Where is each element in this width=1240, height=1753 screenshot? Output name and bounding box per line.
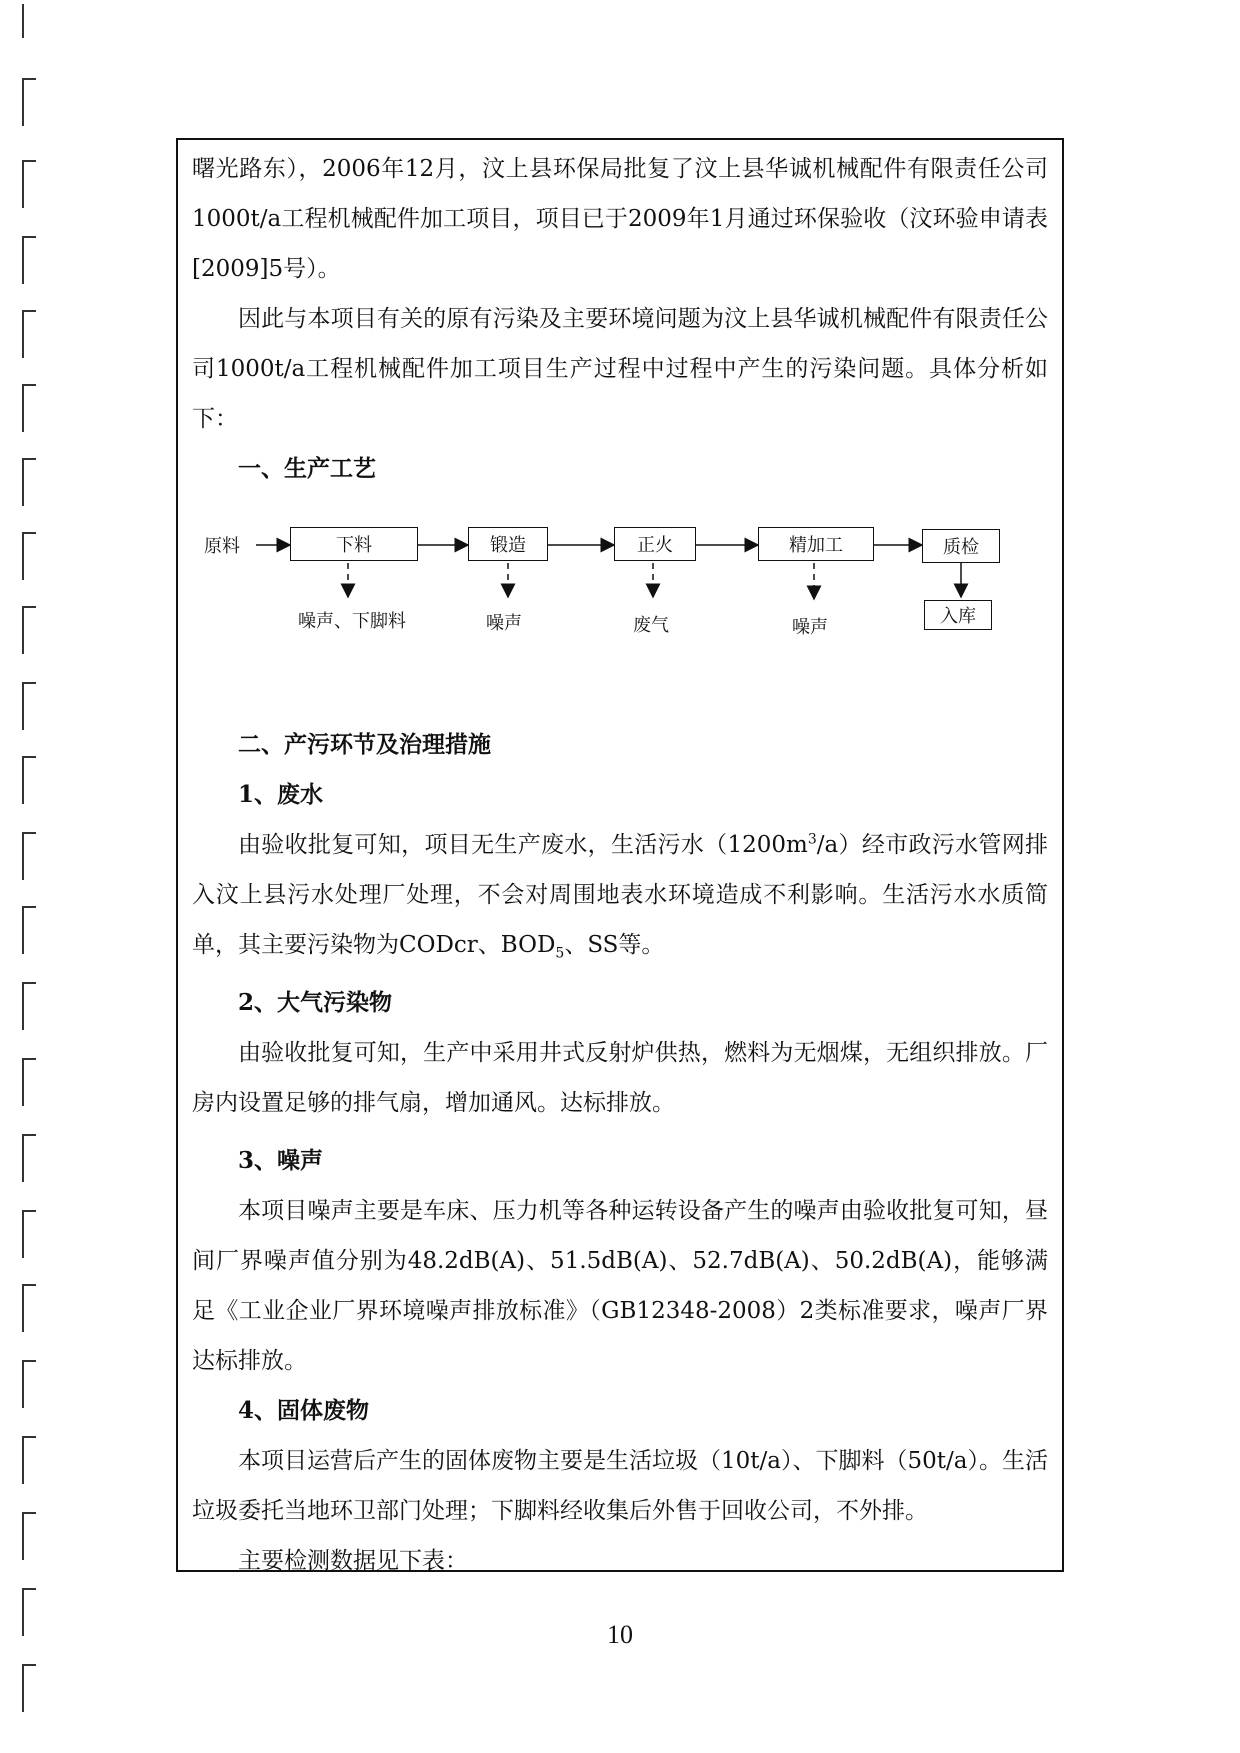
binding-mark [22, 756, 36, 804]
paragraph-wastewater [192, 820, 1048, 970]
paragraph-air: 由验收批复可知，生产中采用井式反射炉供热，燃料为无烟煤，无组织排放。厂房内设置足够的排气扇，增加通风。达标排放。 [192, 1040, 1048, 1116]
subheading-noise: 3、噪声 [238, 1147, 324, 1174]
subheading-solid-waste: 4、固体废物 [238, 1397, 370, 1424]
binding-mark [22, 310, 36, 358]
paragraph-noise: 本项目噪声主要是车床、压力机等各种运转设备产生的噪声由验收批复可知，昼间厂界噪声值分别为48.2dB(A)、51.5dB(A)、52.7dB(A)、50.2dB(A)，能够满足《工业企业厂界环境噪声排放标准》（GB12348-2008）2类标准要求，噪声厂界达标排放。 [192, 1198, 1048, 1374]
flow-step-finishing: 精加工 [758, 527, 874, 561]
body-text [192, 144, 1048, 1586]
binding-mark [22, 906, 36, 954]
binding-mark [22, 78, 36, 126]
flow-output-storage: 入库 [924, 600, 992, 630]
flow-output-forging: 噪声 [486, 613, 522, 634]
wastewater-text-c: 、SS等。 [564, 932, 665, 958]
wastewater-text-b: /a）经市政污水管网排入汶上县污水处理厂处理，不会对周围地表水环境造成不利影响。生活污水水质简单，其主要污染物为CODcr、BOD [192, 832, 1049, 958]
binding-mark [22, 1058, 36, 1106]
binding-mark [22, 1512, 36, 1560]
flow-step-forging: 锻造 [468, 527, 548, 561]
flow-output-normalizing: 废气 [633, 615, 669, 636]
binding-mark [22, 160, 36, 208]
wastewater-text-a: 由验收批复可知，项目无生产废水，生活污水（1200m [238, 832, 808, 858]
flow-input-label: 原料 [204, 536, 240, 557]
superscript-3: 3 [807, 831, 817, 848]
flow-step-cutting: 下料 [290, 527, 418, 561]
flow-output-finishing: 噪声 [792, 617, 828, 638]
flow-output-cutting: 噪声、下脚料 [298, 611, 406, 632]
flow-step-normalizing: 正火 [614, 527, 696, 561]
paragraph-2: 因此与本项目有关的原有污染及主要环境问题为汶上县华诚机械配件有限责任公司1000t/a工程机械配件加工项目生产过程中过程中产生的污染问题。具体分析如下： [192, 306, 1048, 432]
binding-mark [22, 832, 36, 880]
paragraph-solid-waste: 本项目运营后产生的固体废物主要是生活垃圾（10t/a）、下脚料（50t/a）。生活垃圾委托当地环卫部门处理；下脚料经收集后外售于回收公司，不外排。 [192, 1448, 1048, 1524]
binding-mark [22, 236, 36, 284]
binding-mark [22, 1134, 36, 1182]
section-heading-pollution: 二、产污环节及治理措施 [238, 731, 491, 758]
binding-mark [22, 1664, 36, 1712]
paragraph-data-intro: 主要检测数据见下表： [238, 1548, 468, 1574]
binding-mark [22, 682, 36, 730]
subheading-wastewater: 1、废水 [238, 781, 324, 808]
subheading-air: 2、大气污染物 [238, 989, 393, 1016]
section-heading-process: 一、生产工艺 [238, 455, 376, 482]
binding-mark [22, 606, 36, 654]
binding-mark [22, 982, 36, 1030]
binding-mark [22, 1436, 36, 1484]
binding-mark [22, 1360, 36, 1408]
binding-mark [22, 458, 36, 506]
process-flow-diagram [178, 515, 1066, 685]
paragraph-1: 曙光路东），2006年12月，汶上县环保局批复了汶上县华诚机械配件有限责任公司1000t/a工程机械配件加工项目，项目已于2009年1月通过环保验收（汶环验申请表[2009]5号）。 [192, 156, 1048, 282]
flow-step-inspection: 质检 [922, 529, 1000, 563]
binding-mark [22, 4, 36, 38]
page-number: 10 [607, 1620, 633, 1649]
binding-marks [22, 0, 42, 1753]
binding-mark [22, 384, 36, 432]
subscript-5: 5 [555, 945, 565, 962]
binding-mark [22, 1284, 36, 1332]
binding-mark [22, 532, 36, 580]
content-frame [176, 138, 1064, 1572]
binding-mark [22, 1210, 36, 1258]
